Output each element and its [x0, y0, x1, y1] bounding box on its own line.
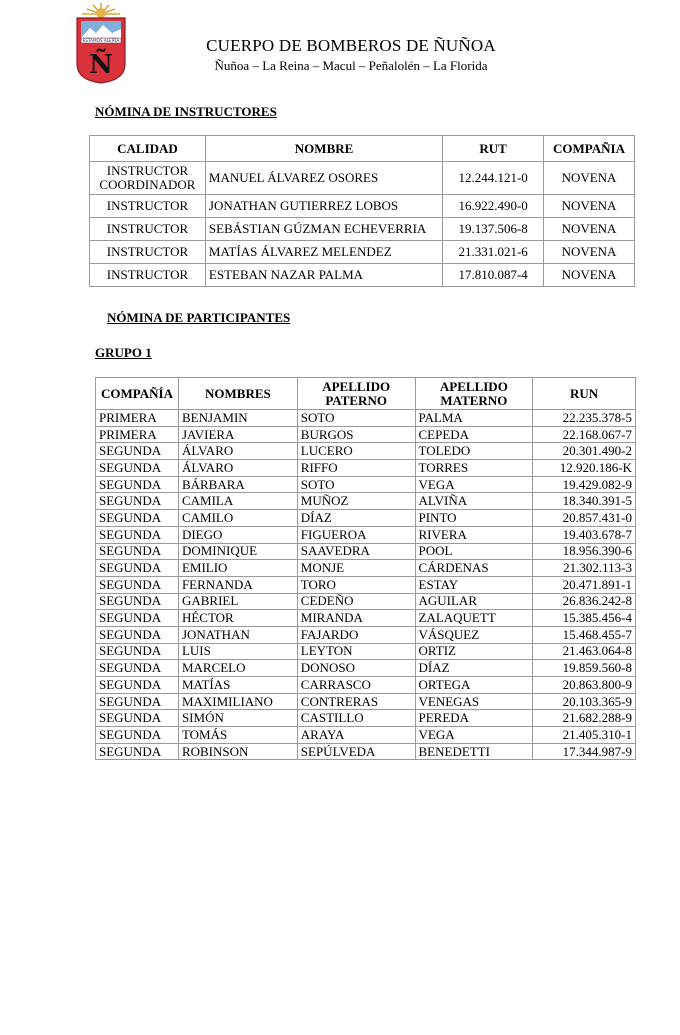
cell-compania: SEGUNDA [96, 510, 179, 527]
cell-nombres: CAMILA [178, 493, 297, 510]
cell-compania: SEGUNDA [96, 727, 179, 744]
table-row [96, 643, 636, 660]
svg-text:Ñ: Ñ [89, 50, 113, 80]
cell-apellido-paterno: DONOSO [297, 660, 415, 677]
cell-compania: SEGUNDA [96, 677, 179, 694]
table-row [96, 727, 636, 744]
cell-apellido-materno: CÁRDENAS [415, 560, 533, 577]
cell-apellido-paterno: SOTO [297, 476, 415, 493]
cell-nombres: MAXIMILIANO [178, 693, 297, 710]
cell-apellido-paterno: DÍAZ [297, 510, 415, 527]
cell-apellido-materno: ALVIÑA [415, 493, 533, 510]
cell-apellido-paterno: CARRASCO [297, 677, 415, 694]
cell-nombre: SEBÁSTIAN GÚZMAN ECHEVERRIA [205, 218, 442, 241]
participants-table [95, 377, 636, 760]
cell-nombres: SIMÓN [178, 710, 297, 727]
cell-apellido-materno: DÍAZ [415, 660, 533, 677]
table-row [96, 593, 636, 610]
column-header-calidad: CALIDAD [90, 136, 206, 162]
cell-apellido-paterno: ARAYA [297, 727, 415, 744]
table-row [96, 460, 636, 477]
cell-run: 22.235.378-5 [533, 410, 636, 427]
table-row [90, 218, 635, 241]
cell-apellido-paterno: SOTO [297, 410, 415, 427]
cell-calidad: INSTRUCTOR [90, 218, 206, 241]
cell-apellido-materno: PEREDA [415, 710, 533, 727]
instructors-table [89, 135, 635, 287]
table-row [96, 443, 636, 460]
cell-compania: NOVENA [544, 241, 635, 264]
column-header-apellido-paterno: APELLIDO PATERNO [297, 378, 415, 410]
table-row [96, 560, 636, 577]
cell-run: 15.468.455-7 [533, 626, 636, 643]
cell-apellido-materno: AGUILAR [415, 593, 533, 610]
cell-apellido-materno: ORTIZ [415, 643, 533, 660]
cell-compania: NOVENA [544, 218, 635, 241]
cell-apellido-materno: PINTO [415, 510, 533, 527]
cell-apellido-materno: RIVERA [415, 526, 533, 543]
table-row [96, 626, 636, 643]
table-row [96, 660, 636, 677]
cell-compania: NOVENA [544, 162, 635, 195]
cell-apellido-materno: VEGA [415, 476, 533, 493]
table-row [96, 710, 636, 727]
cell-run: 15.385.456-4 [533, 610, 636, 627]
participants-heading: NÓMINA DE PARTICIPANTES [107, 310, 291, 325]
cell-compania: SEGUNDA [96, 626, 179, 643]
cell-nombres: GABRIEL [178, 593, 297, 610]
column-header-nombre: NOMBRE [205, 136, 442, 162]
cell-nombres: DIEGO [178, 526, 297, 543]
cell-apellido-paterno: LUCERO [297, 443, 415, 460]
table-row [96, 543, 636, 560]
cell-run: 20.863.800-9 [533, 677, 636, 694]
cell-compania: NOVENA [544, 195, 635, 218]
table-row [90, 241, 635, 264]
cell-nombres: MATÍAS [178, 677, 297, 694]
table-row [96, 610, 636, 627]
table-header-row [90, 136, 635, 162]
cell-run: 18.340.391-5 [533, 493, 636, 510]
cell-apellido-materno: VEGA [415, 727, 533, 744]
cell-apellido-paterno: RIFFO [297, 460, 415, 477]
cell-apellido-materno: PALMA [415, 410, 533, 427]
cell-run: 20.471.891-1 [533, 576, 636, 593]
cell-nombre: MANUEL ÁLVAREZ OSORES [205, 162, 442, 195]
cell-nombres: BÁRBARA [178, 476, 297, 493]
cell-run: 20.857.431-0 [533, 510, 636, 527]
cell-apellido-materno: TORRES [415, 460, 533, 477]
cell-nombres: BENJAMIN [178, 410, 297, 427]
cell-apellido-paterno: MUÑOZ [297, 493, 415, 510]
organization-subtitle: Ñuñoa – La Reina – Macul – Peñalolén – La Florida [214, 58, 488, 73]
cell-nombres: MARCELO [178, 660, 297, 677]
cell-run: 20.103.365-9 [533, 693, 636, 710]
table-row [96, 493, 636, 510]
cell-calidad: INSTRUCTOR [90, 195, 206, 218]
cell-apellido-paterno: CEDEÑO [297, 593, 415, 610]
cell-run: 22.168.067-7 [533, 426, 636, 443]
cell-apellido-paterno: SEPÚLVEDA [297, 743, 415, 760]
column-header-apellido-materno: APELLIDO MATERNO [415, 378, 533, 410]
cell-compania: NOVENA [544, 264, 635, 287]
cell-nombre: ESTEBAN NAZAR PALMA [205, 264, 442, 287]
cell-compania: SEGUNDA [96, 576, 179, 593]
cell-run: 12.920.186-K [533, 460, 636, 477]
table-row [96, 743, 636, 760]
column-header-compania: COMPAÑIA [544, 136, 635, 162]
cell-nombre: JONATHAN GUTIERREZ LOBOS [205, 195, 442, 218]
cell-nombres: JONATHAN [178, 626, 297, 643]
cell-apellido-materno: CEPEDA [415, 426, 533, 443]
cell-calidad: INSTRUCTOR [90, 264, 206, 287]
cell-nombres: EMILIO [178, 560, 297, 577]
cell-nombres: DOMINIQUE [178, 543, 297, 560]
table-row [96, 526, 636, 543]
cell-run: 19.859.560-8 [533, 660, 636, 677]
cell-calidad: INSTRUCTOR [90, 241, 206, 264]
cell-compania: SEGUNDA [96, 443, 179, 460]
cell-run: 21.463.064-8 [533, 643, 636, 660]
table-row [96, 677, 636, 694]
cell-apellido-materno: VÁSQUEZ [415, 626, 533, 643]
cell-compania: SEGUNDA [96, 743, 179, 760]
table-row [96, 426, 636, 443]
instructors-heading: NÓMINA DE INSTRUCTORES [95, 104, 277, 119]
cell-calidad: INSTRUCTOR COORDINADOR [90, 162, 206, 195]
table-row [96, 476, 636, 493]
cell-rut: 21.331.021-6 [443, 241, 544, 264]
table-row [96, 510, 636, 527]
cell-apellido-paterno: MIRANDA [297, 610, 415, 627]
svg-text:ESTAMOS ALERTA: ESTAMOS ALERTA [82, 38, 120, 43]
cell-apellido-materno: ESTAY [415, 576, 533, 593]
cell-run: 21.405.310-1 [533, 727, 636, 744]
cell-nombres: CAMILO [178, 510, 297, 527]
cell-apellido-paterno: MONJE [297, 560, 415, 577]
group-heading: GRUPO 1 [95, 345, 152, 360]
cell-apellido-paterno: BURGOS [297, 426, 415, 443]
cell-nombres: LUIS [178, 643, 297, 660]
cell-compania: SEGUNDA [96, 660, 179, 677]
cell-nombres: ÁLVARO [178, 460, 297, 477]
cell-apellido-materno: ORTEGA [415, 677, 533, 694]
cell-compania: SEGUNDA [96, 693, 179, 710]
cell-rut: 17.810.087-4 [443, 264, 544, 287]
column-header-run: RUN [533, 378, 636, 410]
cell-compania: SEGUNDA [96, 526, 179, 543]
table-row [90, 195, 635, 218]
cell-run: 19.429.082-9 [533, 476, 636, 493]
cell-compania: PRIMERA [96, 410, 179, 427]
cell-run: 26.836.242-8 [533, 593, 636, 610]
cell-run: 19.403.678-7 [533, 526, 636, 543]
cell-compania: SEGUNDA [96, 593, 179, 610]
cell-run: 20.301.490-2 [533, 443, 636, 460]
column-header-compania: COMPAÑÍA [96, 378, 179, 410]
cell-apellido-materno: ZALAQUETT [415, 610, 533, 627]
column-header-nombres: NOMBRES [178, 378, 297, 410]
cell-rut: 19.137.506-8 [443, 218, 544, 241]
cell-compania: SEGUNDA [96, 476, 179, 493]
table-row [96, 576, 636, 593]
cell-compania: PRIMERA [96, 426, 179, 443]
cell-compania: SEGUNDA [96, 710, 179, 727]
cell-compania: SEGUNDA [96, 560, 179, 577]
cell-run: 18.956.390-6 [533, 543, 636, 560]
cell-nombres: JAVIERA [178, 426, 297, 443]
cell-run: 21.302.113-3 [533, 560, 636, 577]
table-row [90, 264, 635, 287]
cell-rut: 12.244.121-0 [443, 162, 544, 195]
cell-compania: SEGUNDA [96, 543, 179, 560]
cell-rut: 16.922.490-0 [443, 195, 544, 218]
cell-compania: SEGUNDA [96, 460, 179, 477]
table-row [96, 693, 636, 710]
cell-apellido-paterno: LEYTON [297, 643, 415, 660]
cell-nombre: MATÍAS ÁLVAREZ MELENDEZ [205, 241, 442, 264]
cell-apellido-paterno: CASTILLO [297, 710, 415, 727]
cell-compania: SEGUNDA [96, 493, 179, 510]
cell-compania: SEGUNDA [96, 643, 179, 660]
cell-compania: SEGUNDA [96, 610, 179, 627]
cell-run: 17.344.987-9 [533, 743, 636, 760]
table-row [90, 162, 635, 195]
cell-run: 21.682.288-9 [533, 710, 636, 727]
cell-nombres: FERNANDA [178, 576, 297, 593]
cell-nombres: HÉCTOR [178, 610, 297, 627]
cell-apellido-paterno: FIGUEROA [297, 526, 415, 543]
cell-apellido-paterno: SAAVEDRA [297, 543, 415, 560]
cell-nombres: ÁLVARO [178, 443, 297, 460]
cell-apellido-materno: POOL [415, 543, 533, 560]
cell-apellido-materno: TOLEDO [415, 443, 533, 460]
cell-apellido-materno: BENEDETTI [415, 743, 533, 760]
cell-apellido-paterno: FAJARDO [297, 626, 415, 643]
column-header-rut: RUT [443, 136, 544, 162]
table-header-row [96, 378, 636, 410]
cell-apellido-materno: VENEGAS [415, 693, 533, 710]
cell-apellido-paterno: CONTRERAS [297, 693, 415, 710]
cell-nombres: ROBINSON [178, 743, 297, 760]
table-row [96, 410, 636, 427]
cell-apellido-paterno: TORO [297, 576, 415, 593]
cell-nombres: TOMÁS [178, 727, 297, 744]
organization-title: CUERPO DE BOMBEROS DE ÑUÑOA [206, 36, 496, 55]
